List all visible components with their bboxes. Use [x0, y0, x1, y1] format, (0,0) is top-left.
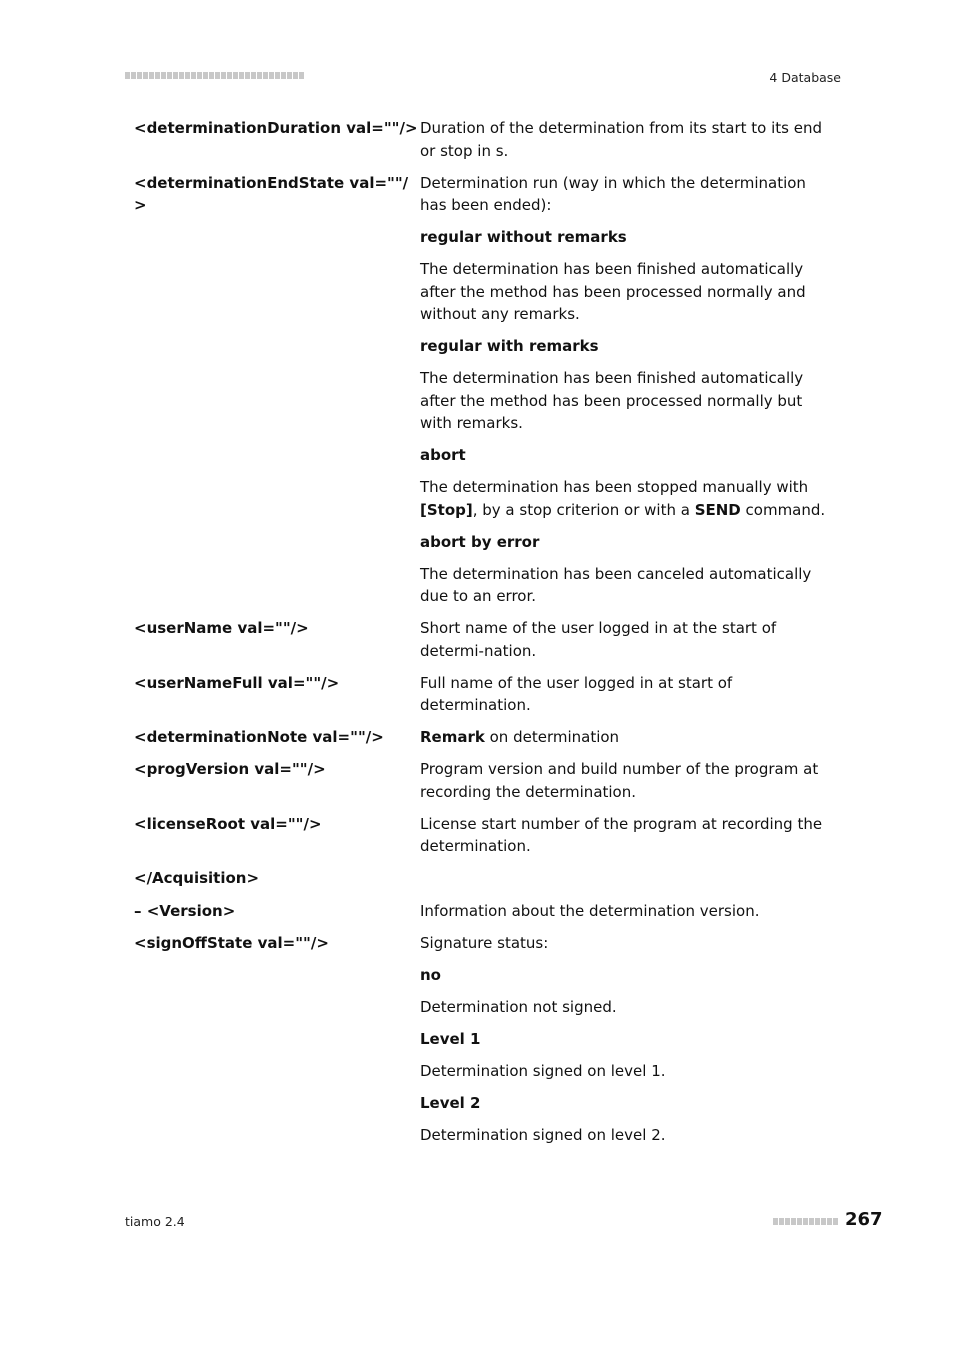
value-description: The determination has been canceled automatically due to an error.	[420, 564, 812, 605]
table-row	[134, 932, 834, 1156]
decoration-square	[173, 72, 178, 79]
value-description	[420, 476, 832, 521]
description	[420, 117, 832, 172]
value-name: Level 1	[420, 1029, 481, 1048]
description	[420, 758, 832, 813]
page-number: 267	[845, 1209, 883, 1230]
decoration-square	[191, 72, 196, 79]
description	[420, 672, 832, 727]
decoration-square	[149, 72, 154, 79]
decoration-square	[833, 1218, 838, 1225]
chapter-title: 4 Database	[769, 70, 841, 85]
definition-table	[134, 117, 834, 1156]
description	[420, 617, 832, 672]
value-description: Determination not signed.	[420, 997, 617, 1016]
decoration-square	[239, 72, 244, 79]
decoration-square	[815, 1218, 820, 1225]
decoration-square	[155, 72, 160, 79]
xml-tag: <determinationEndState val=""/ >	[134, 173, 409, 214]
decoration-square	[245, 72, 250, 79]
table-row	[134, 726, 834, 758]
decoration-square	[275, 72, 280, 79]
decoration-square	[167, 72, 172, 79]
value-name: abort by error	[420, 532, 540, 551]
xml-tag: <signOffState val=""/>	[134, 933, 329, 952]
value-description: The determination has been finished automatically after the method has been processed normally but with remarks.	[420, 369, 804, 432]
value-description: Determination signed on level 1.	[420, 1061, 666, 1080]
xml-tag: <licenseRoot val=""/>	[134, 814, 322, 833]
product-name: tiamo 2.4	[125, 1214, 185, 1229]
description-text: Duration of the determination from its start to its end or stop in s.	[420, 119, 822, 160]
table-row	[134, 867, 834, 890]
header-decoration	[125, 72, 305, 79]
description	[420, 813, 832, 868]
description	[420, 867, 832, 890]
table-row	[134, 900, 834, 932]
table-row	[134, 813, 834, 868]
decoration-square	[137, 72, 142, 79]
decoration-square	[293, 72, 298, 79]
decoration-square	[131, 72, 136, 79]
value-name: regular without remarks	[420, 228, 627, 246]
description-text: Full name of the user logged in at start of determination.	[420, 673, 733, 714]
table-row	[134, 172, 834, 618]
description-text: Program version and build number of the program at recording the determination.	[420, 760, 819, 801]
description-text: Determination run (way in which the determination has been ended):	[420, 173, 806, 214]
decoration-square	[227, 72, 232, 79]
description-text: License start number of the program at recording the determination.	[420, 814, 823, 855]
table-row	[134, 617, 834, 672]
xml-tag: <userNameFull val=""/>	[134, 673, 340, 692]
decoration-square	[779, 1218, 784, 1225]
xml-tag: <determinationDuration val=""/>	[134, 119, 418, 137]
value-name: regular with remarks	[420, 337, 599, 355]
decoration-square	[257, 72, 262, 79]
send-command: SEND	[694, 500, 741, 519]
value-description: Determination signed on level 2.	[420, 1125, 666, 1144]
decoration-square	[287, 72, 292, 79]
description	[420, 900, 832, 932]
decoration-square	[143, 72, 148, 79]
table-row	[134, 758, 834, 813]
decoration-square	[209, 72, 214, 79]
decoration-square	[827, 1218, 832, 1225]
decoration-square	[233, 72, 238, 79]
xml-tag: <progVersion val=""/>	[134, 760, 326, 778]
decoration-square	[791, 1218, 796, 1225]
description	[420, 932, 832, 1156]
remark-label: Remark	[420, 728, 485, 746]
value-description: The determination has been finished automatically after the method has been processed normally and without any remarks.	[420, 260, 806, 323]
description	[420, 172, 832, 618]
decoration-square	[809, 1218, 814, 1225]
description-text	[420, 726, 832, 749]
decoration-square	[179, 72, 184, 79]
decoration-square	[797, 1218, 802, 1225]
decoration-square	[251, 72, 256, 79]
decoration-square	[281, 72, 286, 79]
decoration-square	[785, 1218, 790, 1225]
decoration-square	[197, 72, 202, 79]
xml-tag: <determinationNote val=""/>	[134, 728, 384, 746]
decoration-square	[821, 1218, 826, 1225]
description-text: Short name of the user logged in at the start of determi-nation.	[420, 619, 777, 660]
decoration-square	[269, 72, 274, 79]
value-name: no	[420, 965, 441, 984]
decoration-square	[773, 1218, 778, 1225]
decoration-square	[125, 72, 130, 79]
value-name: abort	[420, 446, 466, 464]
decoration-square	[803, 1218, 808, 1225]
text-run: The determination has been stopped manually with	[420, 478, 809, 496]
table-row	[134, 672, 834, 727]
decoration-square	[299, 72, 304, 79]
xml-tag: – <Version>	[134, 901, 236, 920]
description	[420, 726, 832, 758]
decoration-square	[161, 72, 166, 79]
text-run: on determination	[484, 728, 620, 746]
xml-tag: </Acquisition>	[134, 869, 260, 887]
decoration-square	[263, 72, 268, 79]
footer-decoration	[773, 1218, 839, 1225]
table-row	[134, 117, 834, 172]
text-run: command.	[740, 500, 826, 519]
value-name: Level 2	[420, 1093, 481, 1112]
description-text: Signature status:	[420, 933, 549, 952]
decoration-square	[185, 72, 190, 79]
description-text: Information about the determination version.	[420, 901, 760, 920]
decoration-square	[203, 72, 208, 79]
decoration-square	[215, 72, 220, 79]
xml-tag: <userName val=""/>	[134, 619, 309, 637]
stop-key: [Stop]	[420, 500, 473, 519]
text-run: , by a stop criterion or with a	[472, 500, 695, 519]
decoration-square	[221, 72, 226, 79]
